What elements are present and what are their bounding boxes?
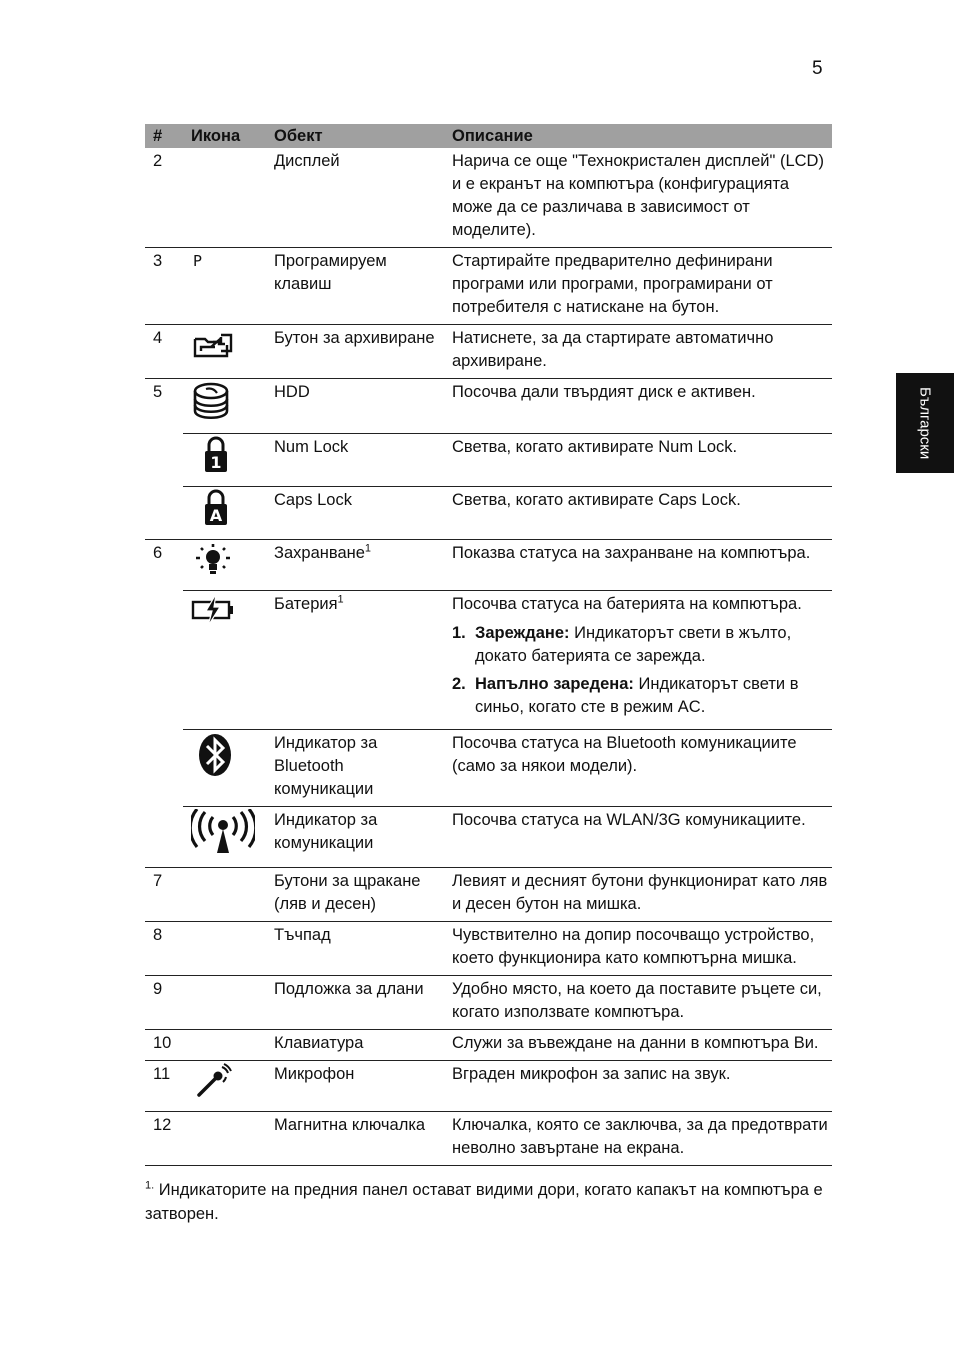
list-item [452, 673, 828, 719]
power-label: Захранване [274, 544, 365, 562]
header-number: # [145, 124, 183, 148]
row-description: Показва статуса на захранване на компютъра. [444, 540, 832, 591]
row-object [266, 591, 444, 730]
programmable-key-icon: P [193, 252, 203, 270]
row-object: Индикатор за комуникации [266, 807, 444, 868]
table-row [145, 148, 832, 248]
row-icon-empty [183, 148, 266, 248]
wireless-icon [191, 809, 255, 855]
page-number: 5 [812, 58, 823, 79]
row-description: Служи за въвеждане на данни в компютъра Ви. [444, 1030, 832, 1061]
row-description: Натиснете, за да стартирате автоматично архивиране. [444, 325, 832, 379]
row-object: Микрофон [266, 1061, 444, 1112]
list-item-label: Зареждане: [475, 624, 570, 642]
row-icon-empty [183, 1112, 266, 1166]
row-icon [183, 325, 266, 379]
table-row [145, 1112, 832, 1166]
row-description: Нарича се още "Технокристален дисплей" (LCD) и е екранът на компютъра (конфигурацията може да се различава в зависимост от моделите). [444, 148, 832, 248]
table-header-row [145, 124, 832, 148]
table-row [145, 325, 832, 379]
row-number: 6 [153, 544, 163, 562]
battery-icon [191, 593, 235, 627]
microphone-icon [195, 1063, 235, 1099]
row-object: Дисплей [266, 148, 444, 248]
row-icon [183, 540, 266, 591]
caps-lock-glyph: A [209, 506, 223, 525]
row-object: Магнитна ключалка [266, 1112, 444, 1166]
battery-description: Посочва статуса на батерията на компютъра. [452, 595, 802, 613]
table-row [145, 868, 832, 922]
row-description: Удобно място, на което да поставите ръцете си, когато използвате компютъра. [444, 976, 832, 1030]
table-row [145, 540, 832, 591]
caps-lock-icon [203, 489, 229, 527]
power-icon [193, 542, 233, 578]
row-icon [183, 730, 266, 807]
components-table [145, 124, 832, 1166]
row-description: Стартирайте предварително дефинирани програми или програми, програмирани от потребителя с натискане на бутон. [444, 248, 832, 325]
table-row [145, 1030, 832, 1061]
list-item-label: Напълно заредена: [475, 675, 634, 693]
row-object: Тъчпад [266, 922, 444, 976]
row-number-empty [145, 487, 183, 540]
table-row [145, 976, 832, 1030]
num-lock-glyph: 1 [210, 453, 222, 472]
bluetooth-icon [197, 732, 233, 778]
list-item-number: 1. [452, 624, 466, 642]
list-item [452, 622, 828, 668]
row-number: 3 [145, 248, 183, 325]
row-description: Посочва статуса на Bluetooth комуникациите (само за някои модели). [444, 730, 832, 807]
table-row [145, 1061, 832, 1112]
row-icon [183, 487, 266, 540]
row-number: 4 [145, 325, 183, 379]
row-description: Светва, когато активирате Num Lock. [444, 434, 832, 487]
row-description: Посочва дали твърдият диск е активен. [444, 379, 832, 434]
row-number: 7 [145, 868, 183, 922]
row-number-empty [145, 807, 183, 868]
row-object: Caps Lock [266, 487, 444, 540]
row-number: 12 [145, 1112, 183, 1166]
footnote-text: Индикаторите на предния панел остават видими дори, когато капакът на компютъра е затворен. [145, 1181, 823, 1223]
table-row [145, 434, 832, 487]
battery-label: Батерия [274, 595, 338, 613]
row-description: Чувствително на допир посочващо устройство, което функционира като компютърна мишка. [444, 922, 832, 976]
row-object: Клавиатура [266, 1030, 444, 1061]
row-description: Вграден микрофон за запис на звук. [444, 1061, 832, 1112]
row-description: Ключалка, която се заключва, за да предотврати неволно завъртане на екрана. [444, 1112, 832, 1166]
row-object: Бутон за архивиране [266, 325, 444, 379]
list-item-text [475, 622, 828, 668]
row-icon-empty [183, 922, 266, 976]
row-number: 2 [145, 148, 183, 248]
row-icon-empty [183, 868, 266, 922]
list-item-text [475, 673, 828, 719]
row-number: 9 [145, 976, 183, 1030]
row-description: Посочва статуса на WLAN/3G комуникациите. [444, 807, 832, 868]
row-object: Num Lock [266, 434, 444, 487]
language-tab-label: Български [916, 386, 934, 460]
list-item-body: Индикаторът свети в жълто, докато батерията се зарежда. [475, 624, 792, 665]
header-description: Описание [444, 124, 832, 148]
header-icon: Икона [183, 124, 266, 148]
row-object: HDD [266, 379, 444, 434]
table-row [145, 807, 832, 868]
footnote-marker: 1. [145, 1179, 155, 1192]
row-description [444, 591, 832, 730]
battery-states-list [452, 622, 828, 719]
footnote [145, 1178, 825, 1226]
row-number: 5 [153, 383, 163, 401]
table-row [145, 487, 832, 540]
list-item-number: 2. [452, 675, 466, 693]
row-number-empty [145, 730, 183, 807]
row-description: Левият и десният бутони функционират като ляв и десен бутон на мишка. [444, 868, 832, 922]
backup-icon [191, 327, 233, 359]
row-object: Бутони за щракане (ляв и десен) [266, 868, 444, 922]
row-icon-empty [183, 976, 266, 1030]
language-tab [896, 373, 954, 473]
row-icon [183, 434, 266, 487]
row-icon [183, 591, 266, 730]
table-row [145, 248, 832, 325]
row-number: 11 [145, 1061, 183, 1112]
header-object: Обект [266, 124, 444, 148]
row-object: Индикатор за Bluetooth комуникации [266, 730, 444, 807]
num-lock-icon [203, 436, 229, 474]
row-description: Светва, когато активирате Caps Lock. [444, 487, 832, 540]
row-object [266, 540, 444, 591]
row-number-empty [145, 591, 183, 730]
table-row [145, 591, 832, 730]
hdd-icon [191, 381, 231, 421]
row-icon-empty [183, 1030, 266, 1061]
footnote-ref: 1 [337, 593, 344, 606]
table-row [145, 922, 832, 976]
row-icon [183, 1061, 266, 1112]
row-object: Програмируем клавиш [266, 248, 444, 325]
list-item-body: Индикаторът свети в синьо, когато сте в режим AC. [475, 675, 799, 716]
table-row [145, 730, 832, 807]
footnote-ref: 1 [364, 542, 372, 555]
row-icon [183, 379, 266, 434]
row-icon [183, 248, 266, 325]
row-number: 10 [145, 1030, 183, 1061]
row-number: 8 [145, 922, 183, 976]
table-row [145, 379, 832, 434]
row-object: Подложка за длани [266, 976, 444, 1030]
row-icon [183, 807, 266, 868]
row-number-empty [145, 434, 183, 487]
